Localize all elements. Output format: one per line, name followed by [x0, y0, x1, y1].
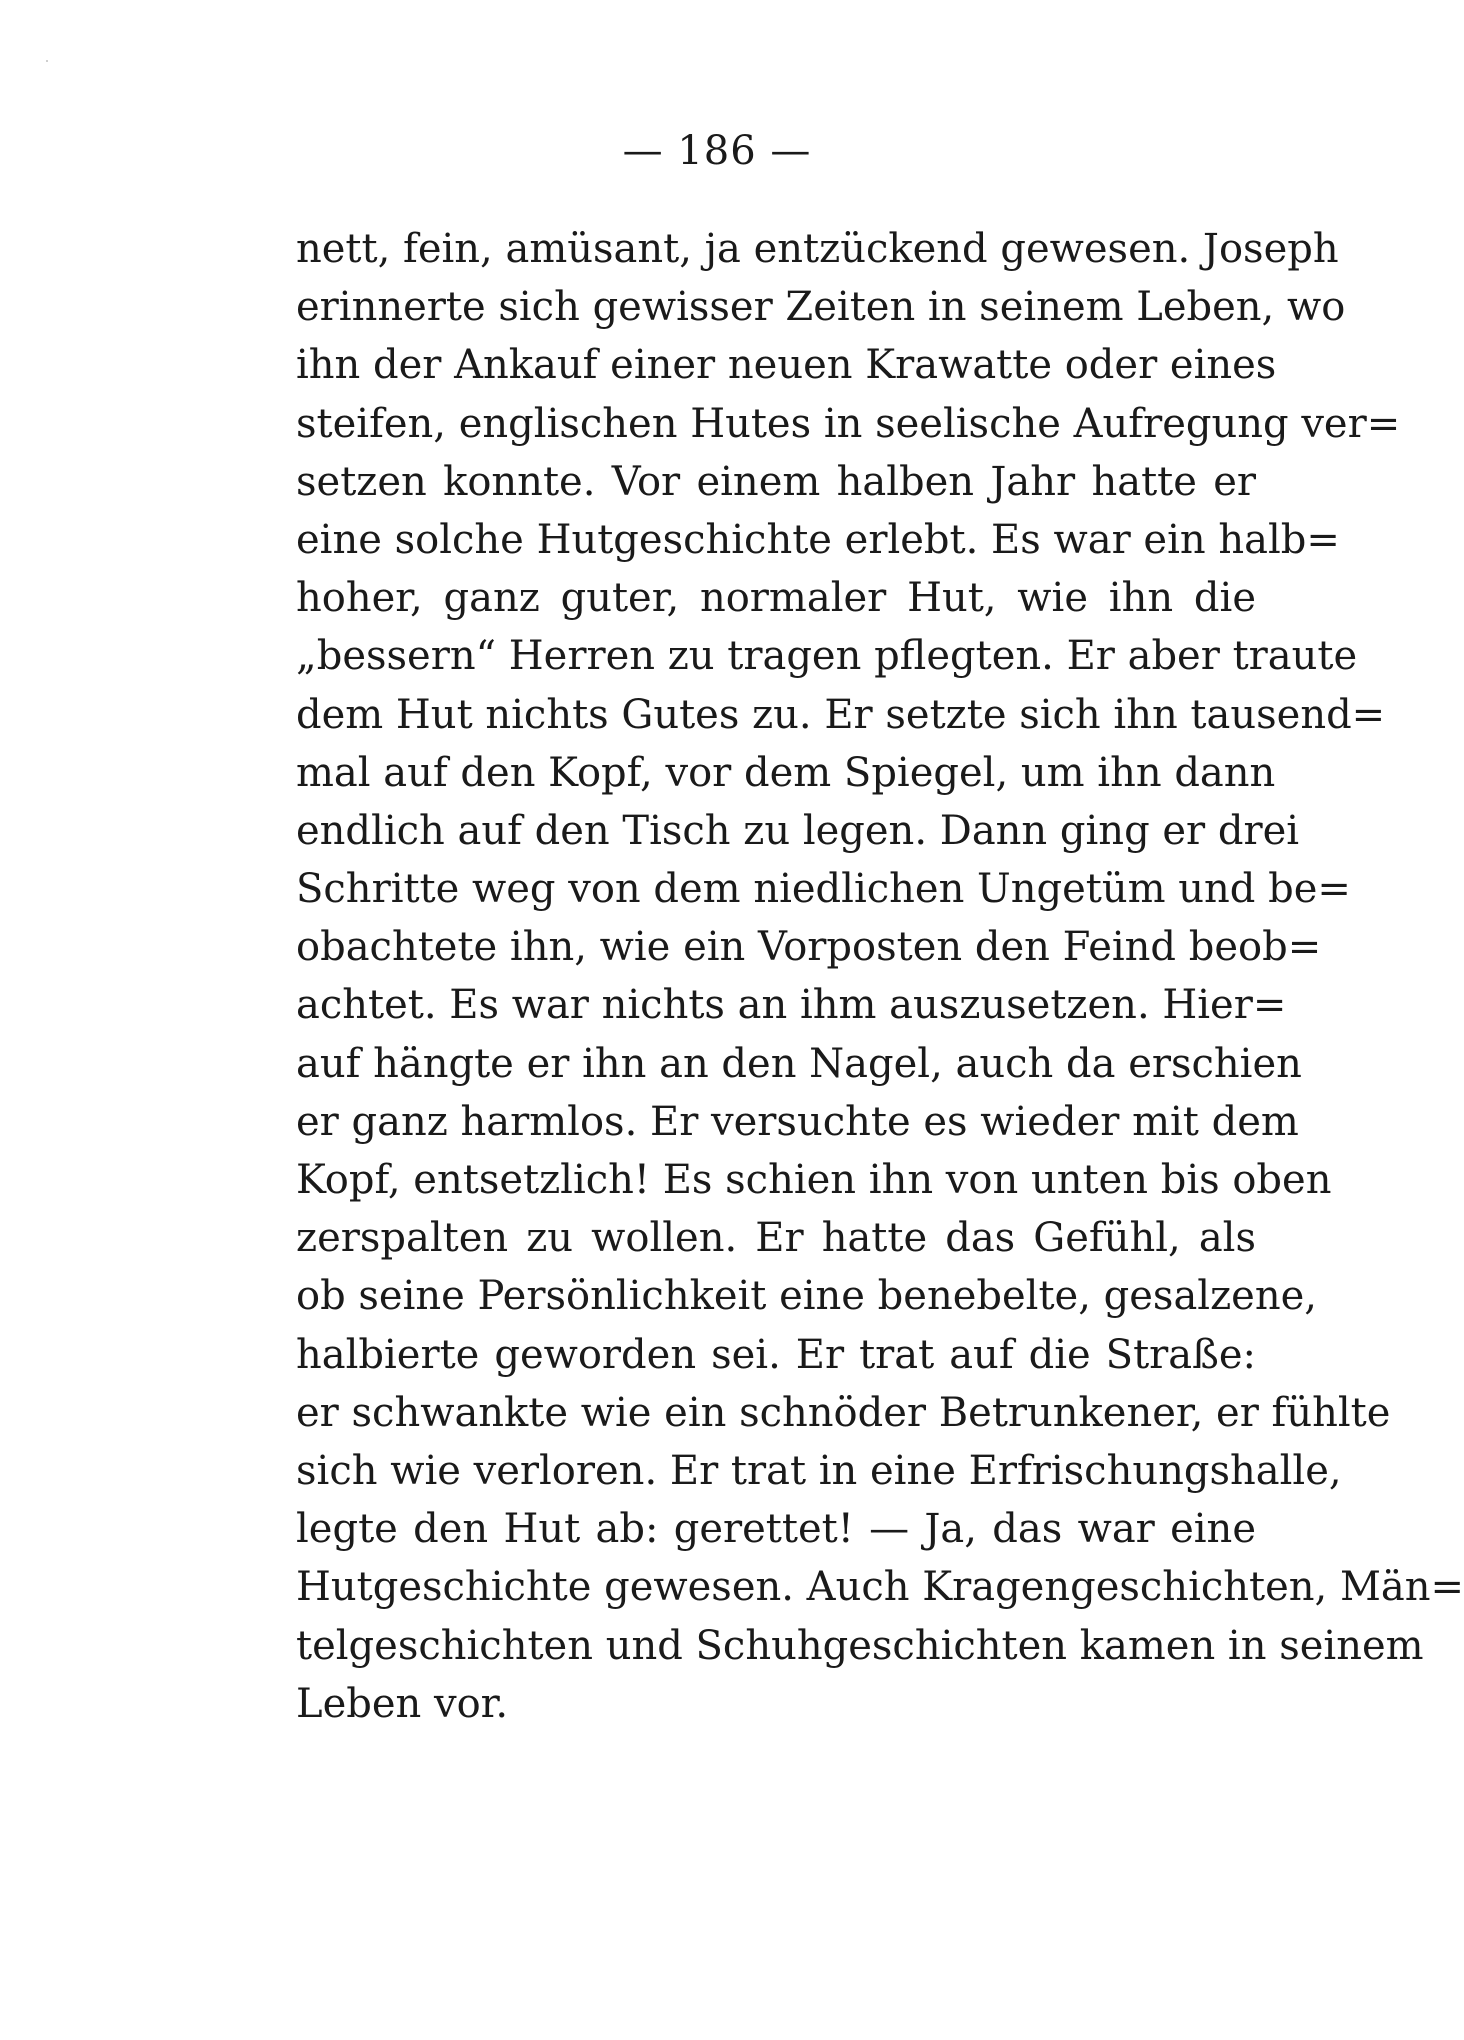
margin-speck	[46, 60, 48, 62]
text-line: Hutgeschichte gewesen. Auch Kragengeschichten, Män=	[296, 1564, 1464, 1611]
text-line: ihn der Ankauf einer neuen Krawatte oder eines	[296, 342, 1277, 389]
text-line: obachtete ihn, wie ein Vorposten den Feind beob=	[296, 924, 1322, 971]
text-line: steifen, englischen Hutes in seelische Aufregung ver=	[296, 400, 1401, 447]
text-line: dem Hut nichts Gutes zu. Er setzte sich ihn tausend=	[296, 691, 1386, 738]
text-line: auf hängte er ihn an den Nagel, auch da erschien	[296, 1040, 1302, 1087]
text-line: ob seine Persönlichkeit eine benebelte, gesalzene,	[296, 1273, 1317, 1320]
text-line: eine solche Hutgeschichte erlebt. Es war ein halb=	[296, 516, 1340, 563]
text-line: hoher, ganz guter, normaler Hut, wie ihn die	[296, 575, 1256, 622]
text-line-last: Leben vor.	[296, 1680, 509, 1727]
text-line: mal auf den Kopf, vor dem Spiegel, um ihn dann	[296, 749, 1276, 796]
text-line: legte den Hut ab: gerettet! — Ja, das war eine	[296, 1506, 1256, 1553]
text-line: halbierte geworden sei. Er trat auf die Straße:	[296, 1331, 1256, 1378]
text-line: achtet. Es war nichts an ihm auszusetzen. Hier=	[296, 982, 1287, 1029]
text-line: Schritte weg von dem niedlichen Ungetüm und be=	[296, 866, 1351, 913]
text-line: setzen konnte. Vor einem halben Jahr hatte er	[296, 458, 1256, 505]
text-line: erinnerte sich gewisser Zeiten in seinem Leben, wo	[296, 284, 1346, 331]
text-line: endlich auf den Tisch zu legen. Dann ging er drei	[296, 807, 1300, 854]
body-text	[296, 220, 1464, 1733]
text-line: er schwankte wie ein schnöder Betrunkener, er fühlte	[296, 1389, 1391, 1436]
text-line: sich wie verloren. Er trat in eine Erfrischungshalle,	[296, 1447, 1342, 1494]
text-line: telgeschichten und Schuhgeschichten kamen in seinem	[296, 1622, 1424, 1669]
page-number: — 186 —	[622, 128, 812, 174]
text-line: er ganz harmlos. Er versuchte es wieder mit dem	[296, 1098, 1299, 1145]
text-line: zerspalten zu wollen. Er hatte das Gefühl, als	[296, 1215, 1256, 1262]
text-line: Kopf, entsetzlich! Es schien ihn von unten bis oben	[296, 1157, 1332, 1203]
text-line: „bessern“ Herren zu tragen pflegten. Er aber traute	[296, 633, 1358, 680]
text-line: nett, fein, amüsant, ja entzückend gewesen. Joseph	[296, 226, 1339, 272]
